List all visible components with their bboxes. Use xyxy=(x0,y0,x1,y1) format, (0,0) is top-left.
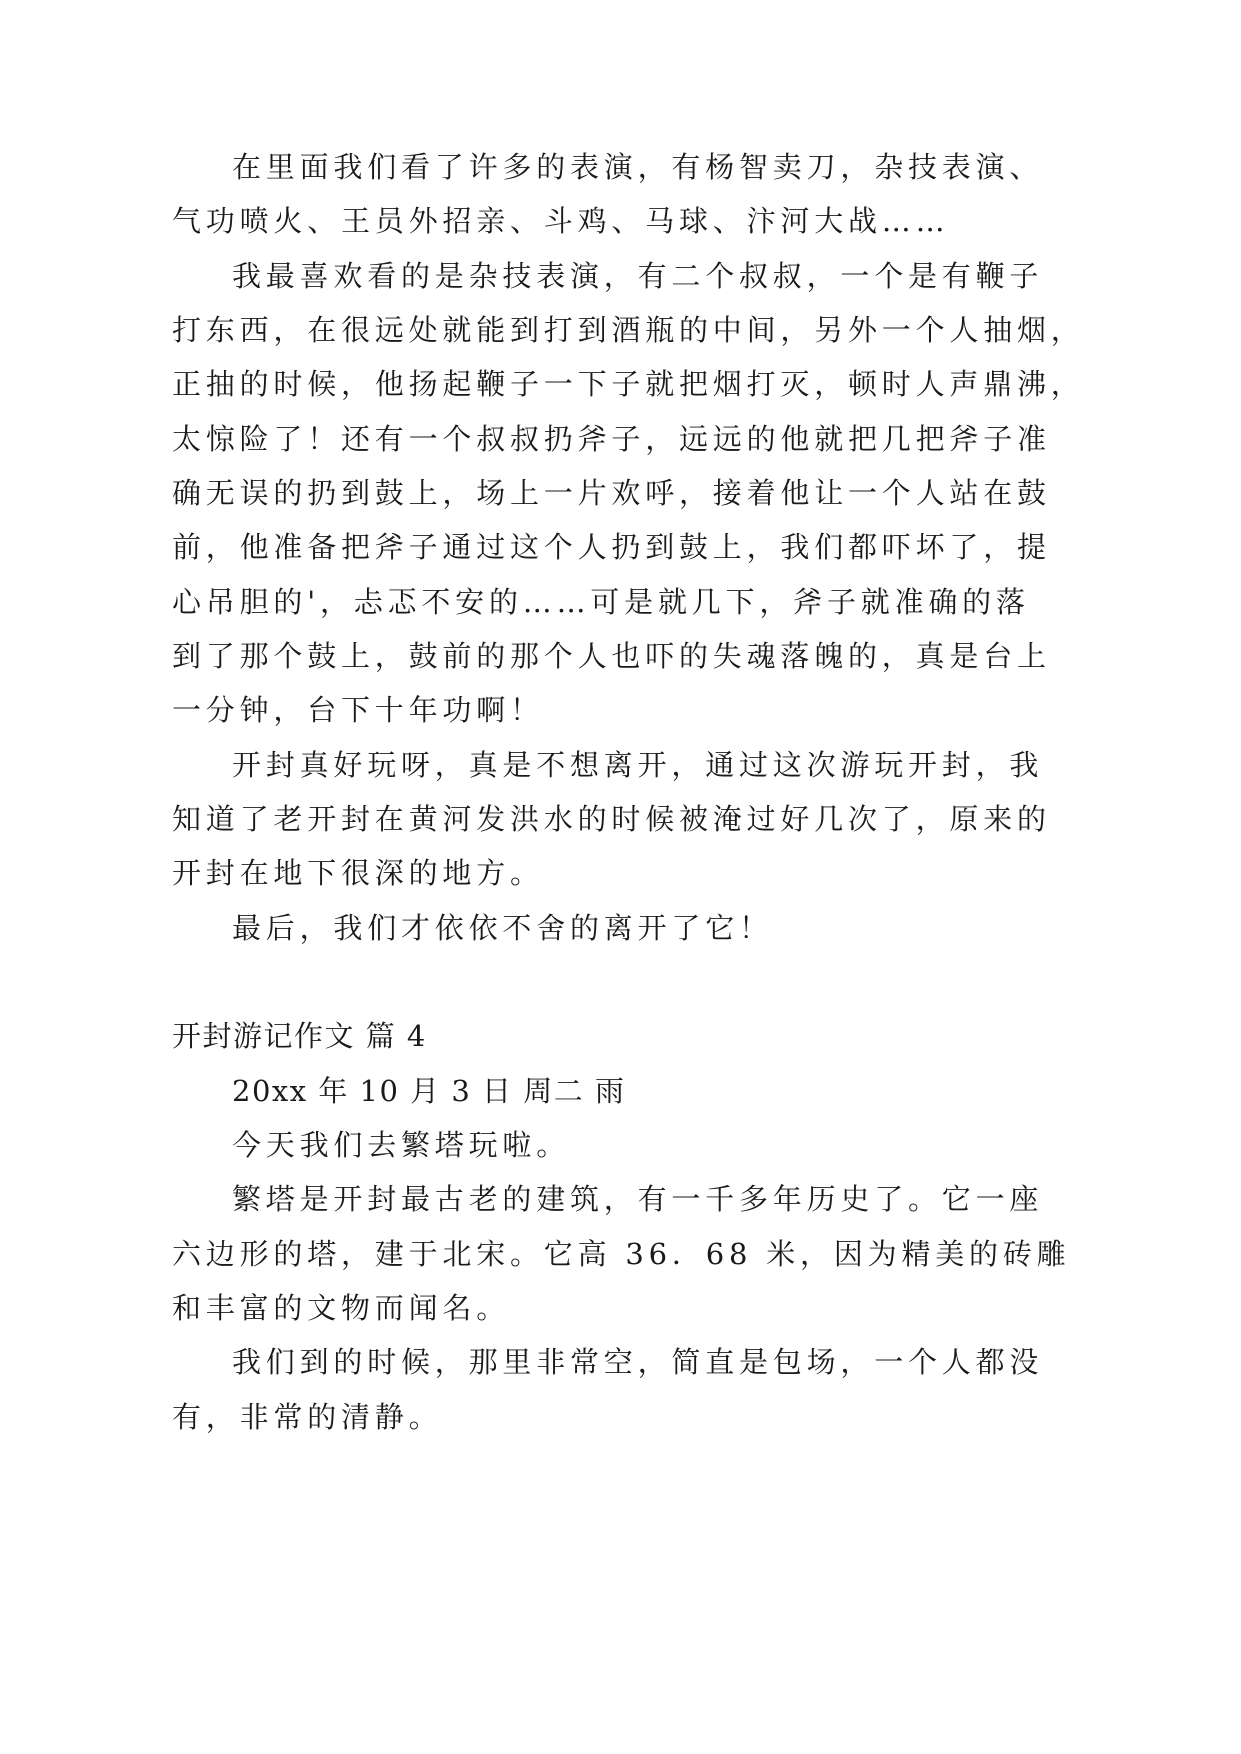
paragraph-line: 一分钟，台下十年功啊！ xyxy=(172,693,544,727)
paragraph-line: 今天我们去繁塔玩啦。 xyxy=(232,1128,571,1162)
paragraph-line: 确无误的扔到鼓上，场上一片欢呼，接着他让一个人站在鼓 xyxy=(172,476,1051,510)
paragraph-line: 我最喜欢看的是杂技表演，有二个叔叔，一个是有鞭子 xyxy=(232,259,1044,293)
paragraph-line: 在里面我们看了许多的表演，有杨智卖刀，杂技表演、 xyxy=(232,150,1044,184)
paragraph-line: 打东西，在很远处就能到打到酒瓶的中间，另外一个人抽烟， xyxy=(172,313,1085,347)
paragraph-line: 开封在地下很深的地方。 xyxy=(172,856,544,890)
paragraph-line: 我们到的时候，那里非常空，简直是包场，一个人都没 xyxy=(232,1345,1044,1379)
date-line: 20xx 年 10 月 3 日 周二 雨 xyxy=(232,1074,626,1108)
paragraph-line: 知道了老开封在黄河发洪水的时候被淹过好几次了，原来的 xyxy=(172,802,1051,836)
paragraph-line: 太惊险了！还有一个叔叔扔斧子，远远的他就把几把斧子准 xyxy=(172,422,1051,456)
paragraph-line: 到了那个鼓上，鼓前的那个人也吓的失魂落魄的，真是台上 xyxy=(172,639,1051,673)
paragraph-line: 最后，我们才依依不舍的离开了它！ xyxy=(232,911,773,945)
paragraph-line: 气功喷火、王员外招亲、斗鸡、马球、汴河大战…… xyxy=(172,204,950,238)
paragraph-line: 前，他准备把斧子通过这个人扔到鼓上，我们都吓坏了，提 xyxy=(172,530,1051,564)
paragraph-line: 繁塔是开封最古老的建筑，有一千多年历史了。它一座 xyxy=(232,1182,1044,1216)
paragraph-line: 开封真好玩呀，真是不想离开，通过这次游玩开封，我 xyxy=(232,748,1044,782)
paragraph-line: 和丰富的文物而闻名。 xyxy=(172,1291,511,1325)
section-heading: 开封游记作文 篇 4 xyxy=(172,1019,427,1053)
paragraph-line: 正抽的时候，他扬起鞭子一下子就把烟打灭，顿时人声鼎沸， xyxy=(172,367,1085,401)
paragraph-line: 有，非常的清静。 xyxy=(172,1400,443,1434)
paragraph-line: 六边形的塔，建于北宋。它高 36．68 米，因为精美的砖雕 xyxy=(172,1237,1071,1271)
paragraph-line: 心吊胆的'，忐忑不安的……可是就几下，斧子就准确的落 xyxy=(172,585,1030,619)
